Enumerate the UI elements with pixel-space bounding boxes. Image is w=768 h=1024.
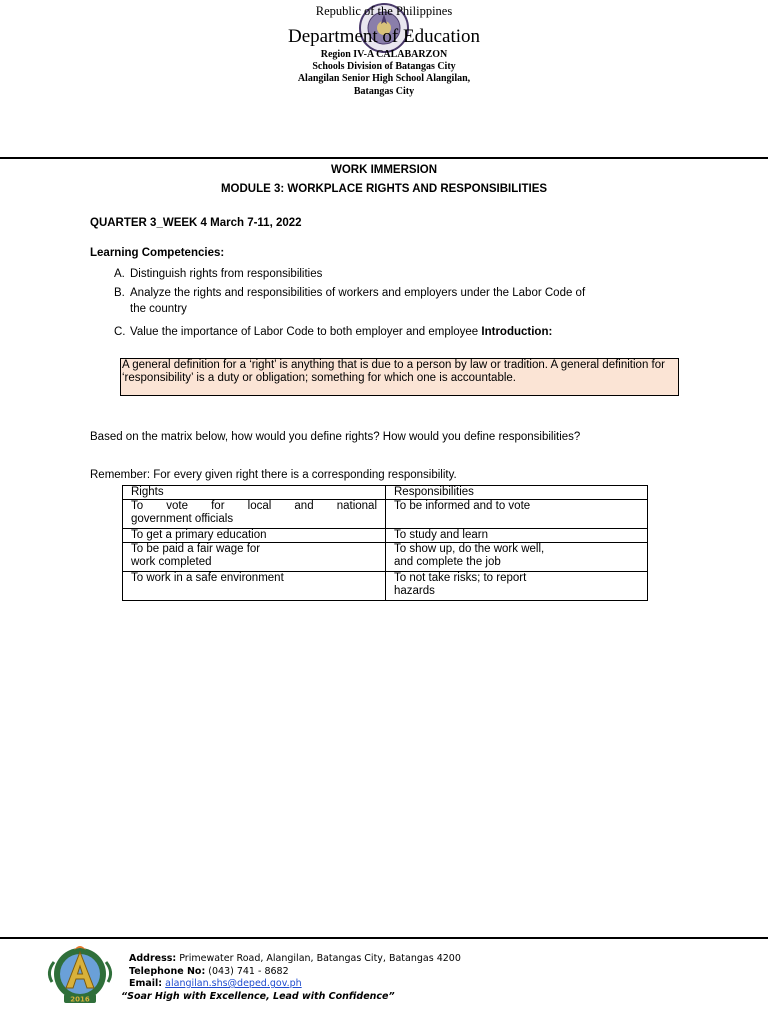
footer-divider (0, 937, 768, 939)
table-row (123, 529, 648, 543)
right-line: To be paid a fair wage for (131, 543, 261, 555)
competency-letter: C. (114, 326, 126, 338)
definition-box: A general definition for a ‘right’ is anything that is due to a person by law or tradition. A general definition for ‘responsibility’ is a duty or obligation; something for which one is accountable. (120, 358, 679, 396)
remember-note: Remember: For every given right there is a corresponding responsibility. (90, 469, 457, 481)
competency-text: Distinguish rights from responsibilities (130, 268, 323, 280)
responsibility-cell (386, 529, 648, 543)
telephone-value: (043) 741 - 8682 (208, 966, 289, 977)
logo-year: 2016 (70, 995, 90, 1004)
responsibility-line: To show up, do the work well, (394, 543, 545, 555)
school-logo-icon (44, 942, 116, 1006)
competency-text: Value the importance of Labor Code to both employer and employee (130, 326, 479, 338)
competency-letter: B. (114, 287, 125, 299)
responsibility-line: and complete the job (394, 556, 501, 568)
introduction-heading: Introduction: (481, 326, 553, 338)
header-divider (0, 157, 768, 159)
header-rights: Rights (123, 486, 386, 500)
responsibility-cell (386, 500, 648, 529)
document-title: WORK IMMERSION (330, 164, 438, 176)
right-line: To work in a safe environment (131, 572, 284, 584)
right-line: To get a primary education (131, 529, 267, 541)
question-text: Based on the matrix below, how would you define rights? How would you define responsibilities? (90, 431, 581, 443)
responsibility-line: To study and learn (394, 529, 488, 541)
table-row (123, 500, 648, 529)
responsibility-line: To not take risks; to report (394, 572, 527, 584)
department-name: Department of Education (287, 26, 481, 47)
table-row (123, 572, 648, 601)
competency-item (114, 265, 684, 284)
republic-line: Republic of the Philippines (315, 4, 453, 18)
right-line: To vote for local and national (131, 500, 377, 512)
email-label: Email: (129, 978, 163, 989)
school-line-2: Batangas City (353, 86, 415, 97)
footer-telephone (129, 966, 289, 977)
school-line-1: Alangilan Senior High School Alangilan, (297, 73, 471, 84)
header-responsibilities: Responsibilities (386, 486, 648, 500)
competency-text: Analyze the rights and responsibilities of workers and employers under the Labor Code of (130, 287, 586, 299)
competency-item (114, 323, 684, 342)
right-cell (123, 529, 386, 543)
competency-item (114, 284, 684, 303)
footer-motto: “Soar High with Excellence, Lead with Confidence” (121, 991, 395, 1002)
right-line: government officials (131, 513, 234, 525)
division-line: Schools Division of Batangas City (312, 61, 456, 72)
table-header-row (123, 486, 648, 500)
table-row (123, 543, 648, 572)
competencies-heading: Learning Competencies: (90, 247, 225, 259)
footer-email (129, 978, 302, 989)
responsibility-line: To be informed and to vote (394, 500, 531, 512)
email-link[interactable]: alangilan.shs@deped.gov.ph (165, 978, 302, 989)
footer-address (129, 953, 461, 964)
right-line: work completed (131, 556, 212, 568)
address-label: Address: (129, 953, 177, 964)
rights-responsibilities-table (122, 485, 648, 601)
quarter-line: QUARTER 3_WEEK 4 March 7-11, 2022 (90, 217, 302, 229)
telephone-label: Telephone No: (129, 966, 206, 977)
responsibility-line: hazards (394, 585, 435, 597)
address-value: Primewater Road, Alangilan, Batangas City, Batangas 4200 (179, 953, 461, 964)
responsibility-cell (386, 543, 648, 572)
competency-letter: A. (114, 268, 125, 280)
responsibility-cell (386, 572, 648, 601)
right-cell (123, 543, 386, 572)
module-title: MODULE 3: WORKPLACE RIGHTS AND RESPONSIBILITIES (220, 183, 548, 195)
competency-text-continued: the country (130, 303, 187, 315)
right-cell (123, 572, 386, 601)
right-cell (123, 500, 386, 529)
region-line: Region IV-A CALABARZON (320, 49, 448, 60)
